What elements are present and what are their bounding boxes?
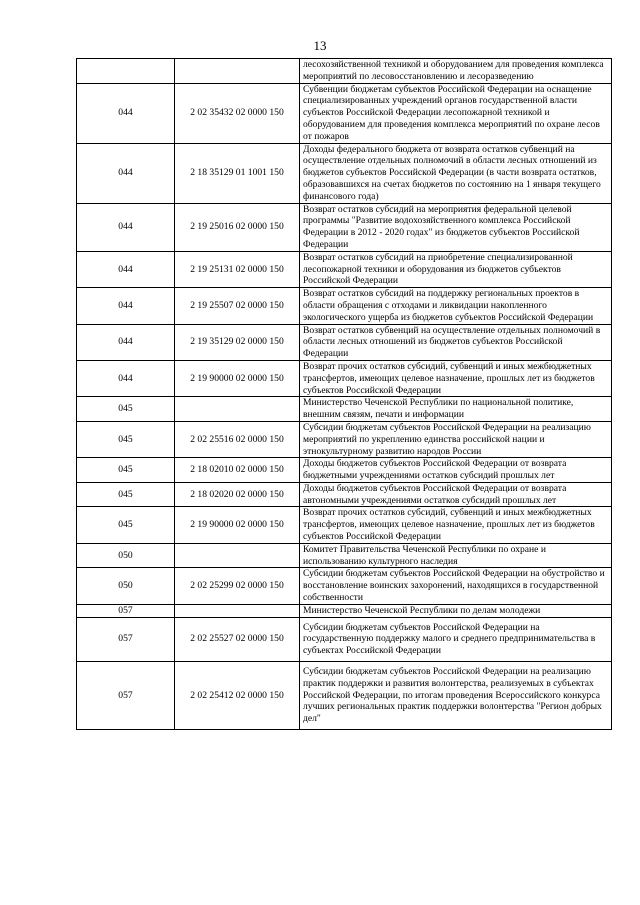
budget-code-cell: 2 02 25516 02 0000 150 (175, 421, 300, 457)
description-cell: Субсидии бюджетам субъектов Российской Федерации на государственную поддержку малого и среднего предпринимательства в субъектах Российской Федерации (300, 617, 612, 661)
budget-code-cell: 2 19 35129 02 0000 150 (175, 324, 300, 360)
budget-code-cell: 2 02 25412 02 0000 150 (175, 662, 300, 730)
description-cell: Министерство Чеченской Республики по национальной политике, внешним связям, печати и информации (300, 397, 612, 422)
description-cell: Субсидии бюджетам субъектов Российской Федерации на реализацию мероприятий по укреплению единства российской нации и этнокультурному развитию народов России (300, 421, 612, 457)
table-row (77, 617, 612, 661)
admin-code-cell: 045 (77, 397, 175, 422)
admin-code-cell: 045 (77, 421, 175, 457)
admin-code-cell: 044 (77, 360, 175, 396)
description-cell: Возврат остатков субсидий на приобретение специализированной лесопожарной техники и оборудования из бюджетов субъектов Российской Федерации (300, 251, 612, 287)
admin-code-cell: 044 (77, 83, 175, 143)
table-row (77, 662, 612, 730)
admin-code-cell: 044 (77, 288, 175, 324)
table-row (77, 83, 612, 143)
budget-code-cell (175, 397, 300, 422)
admin-code-cell: 044 (77, 251, 175, 287)
description-cell: Доходы федерального бюджета от возврата остатков субвенций на осуществление отдельных полномочий в области лесных отношений из бюджетов субъектов Российской Федерации (в части возврата остатков, образовавшихся на счетах бюджетов по состоянию на 1 января текущего финансового года) (300, 143, 612, 203)
budget-classification-table (76, 58, 612, 730)
table-row (77, 324, 612, 360)
admin-code-cell: 044 (77, 203, 175, 251)
description-cell: Комитет Правительства Чеченской Республики по охране и использованию культурного наследия (300, 543, 612, 568)
description-cell: Субсидии бюджетам субъектов Российской Федерации на реализацию практик поддержки и развития волонтерства, реализуемых в субъектах Российской Федерации, по итогам проведения Всероссийского конкурса лучших региональных практик поддержки волонтерства "Регион добрых дел" (300, 662, 612, 730)
table-row (77, 360, 612, 396)
budget-code-cell: 2 02 25527 02 0000 150 (175, 617, 300, 661)
description-cell: Доходы бюджетов субъектов Российской Федерации от возврата автономными учреждениями остатков субсидий прошлых лет (300, 482, 612, 507)
budget-code-cell: 2 02 25299 02 0000 150 (175, 568, 300, 604)
budget-code-cell: 2 18 02010 02 0000 150 (175, 458, 300, 483)
budget-code-cell: 2 19 25507 02 0000 150 (175, 288, 300, 324)
table-row (77, 458, 612, 483)
budget-code-cell: 2 19 90000 02 0000 150 (175, 507, 300, 543)
table-row (77, 251, 612, 287)
admin-code-cell: 050 (77, 568, 175, 604)
table-row (77, 604, 612, 617)
budget-code-cell: 2 19 25016 02 0000 150 (175, 203, 300, 251)
description-cell: Возврат остатков субсидий на мероприятия федеральной целевой программы "Развитие водохозяйственного комплекса Российской Федерации в 2012 - 2020 годах" из бюджетов субъектов Российской Федерации (300, 203, 612, 251)
table-row (77, 421, 612, 457)
admin-code-cell: 045 (77, 507, 175, 543)
table-row (77, 397, 612, 422)
table-row (77, 568, 612, 604)
budget-code-cell (175, 59, 300, 84)
admin-code-cell: 050 (77, 543, 175, 568)
table-row (77, 288, 612, 324)
description-cell: Возврат прочих остатков субсидий, субвенций и иных межбюджетных трансфертов, имеющих целевое назначение, прошлых лет из бюджетов субъектов Российской Федерации (300, 360, 612, 396)
description-cell: Субсидии бюджетам субъектов Российской Федерации на обустройство и восстановление воинских захоронений, находящихся в государственной собственности (300, 568, 612, 604)
table-row (77, 543, 612, 568)
table-row (77, 143, 612, 203)
description-cell: Министерство Чеченской Республики по делам молодежи (300, 604, 612, 617)
budget-code-cell: 2 19 90000 02 0000 150 (175, 360, 300, 396)
admin-code-cell: 045 (77, 482, 175, 507)
description-cell: Возврат остатков субвенций на осуществление отдельных полномочий в области лесных отношений из бюджетов субъектов Российской Федерации (300, 324, 612, 360)
budget-code-cell (175, 604, 300, 617)
table-row (77, 507, 612, 543)
budget-code-cell (175, 543, 300, 568)
budget-code-cell: 2 18 02020 02 0000 150 (175, 482, 300, 507)
budget-code-cell: 2 19 25131 02 0000 150 (175, 251, 300, 287)
description-cell: Возврат прочих остатков субсидий, субвенций и иных межбюджетных трансфертов, имеющих целевое назначение, прошлых лет из бюджетов субъектов Российской Федерации (300, 507, 612, 543)
table-row (77, 59, 612, 84)
description-cell: Субвенции бюджетам субъектов Российской Федерации на оснащение специализированных учреждений органов государственной власти субъектов Российской Федерации лесопожарной техникой и оборудованием для проведения комплекса мероприятий по охране лесов от пожаров (300, 83, 612, 143)
page-number: 13 (313, 38, 327, 53)
admin-code-cell: 057 (77, 662, 175, 730)
admin-code-cell: 057 (77, 604, 175, 617)
admin-code-cell: 057 (77, 617, 175, 661)
admin-code-cell: 044 (77, 143, 175, 203)
table-row (77, 482, 612, 507)
description-cell: лесохозяйственной техникой и оборудованием для проведения комплекса мероприятий по лесовосстановлению и лесоразведению (300, 59, 612, 84)
table-row (77, 203, 612, 251)
budget-code-cell: 2 02 35432 02 0000 150 (175, 83, 300, 143)
budget-code-cell: 2 18 35129 01 1001 150 (175, 143, 300, 203)
admin-code-cell (77, 59, 175, 84)
description-cell: Возврат остатков субсидий на поддержку региональных проектов в области обращения с отходами и ликвидации накопленного экологического ущерба из бюджетов субъектов Российской Федерации (300, 288, 612, 324)
admin-code-cell: 045 (77, 458, 175, 483)
description-cell: Доходы бюджетов субъектов Российской Федерации от возврата бюджетными учреждениями остатков субсидий прошлых лет (300, 458, 612, 483)
admin-code-cell: 044 (77, 324, 175, 360)
